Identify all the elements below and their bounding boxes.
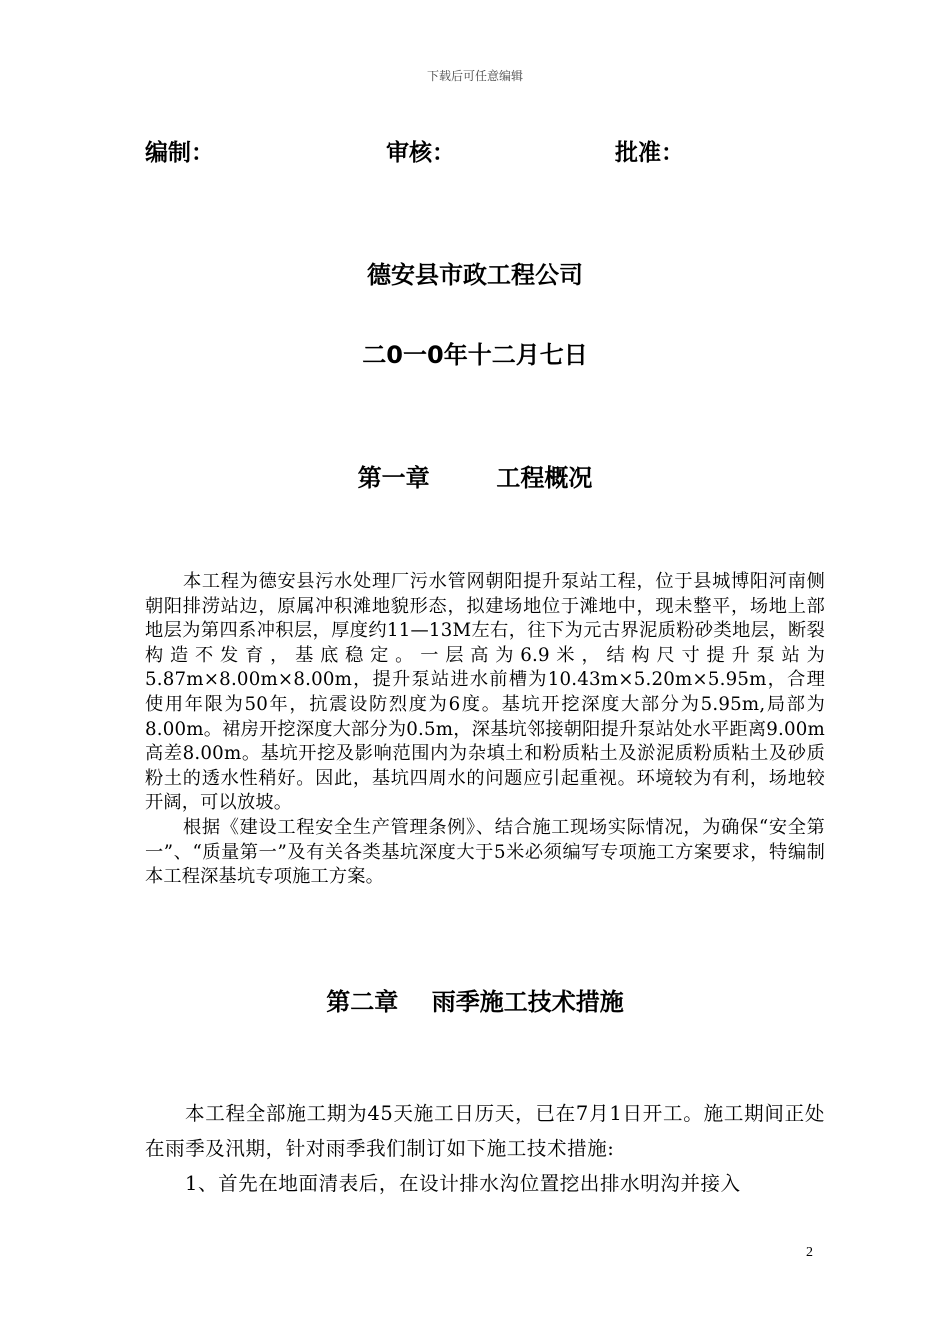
paragraph: 根据《建设工程安全生产管理条例》、结合施工现场实际情况，为确保“安全第一”、“质量第一”及有关各类基坑深度大于5米必须编写专项施工方案要求，特编制本工程深基坑专项施工方案。 — [145, 816, 825, 888]
chapter-2-body — [145, 1096, 825, 1201]
header-note: 下载后可任意编辑 — [426, 69, 523, 83]
paragraph: 本工程全部施工期为45天施工日历天，已在7月1日开工。施工期间正处在雨季及汛期，针对雨季我们制订如下施工技术措施: — [145, 1102, 825, 1160]
document-date: 二0一0年十二月七日 — [362, 341, 588, 369]
paragraph: 本工程为德安县污水处理厂污水管网朝阳提升泵站工程，位于县城博阳河南侧朝阳排涝站边，原属冲积滩地貌形态，拟建场地位于滩地中，现未整平，场地上部地层为第四系冲积层，厚度约11—13M左右，往下为元古界泥质粉砂类地层，断裂构造不发育，基底稳定。一层高为6.9米，结构尺寸提升泵站为5.87m×8.00m×8.00m，提升泵站进水前槽为10.43m×5.20m×5.95m，合理使用年限为50年，抗震设防烈度为6度。基坑开挖深度大部分为5.95m,局部为8.00m。裙房开挖深度大部分为0.5m，深基坑邻接朝阳提升泵站处水平距离9.00m高差8.00m。基坑开挖及影响范围内为杂填土和粉质粘土及淤泥质粉质粘土及砂质粉土的透水性稍好。因此，基坑四周水的问题应引起重视。环境较为有利，场地较开阔，可以放坡。 — [145, 571, 825, 814]
chapter-2-title: 第二章 雨季施工技术措施 — [326, 988, 624, 1016]
company-name: 德安县市政工程公司 — [367, 261, 583, 289]
reviewed-by-label: 审核： — [386, 140, 455, 166]
signature-row — [145, 134, 765, 168]
compiled-by-label: 编制： — [145, 140, 214, 166]
approved-by-label: 批准： — [615, 140, 684, 166]
paragraph: 1、首先在地面清表后，在设计排水沟位置挖出排水明沟并接入 — [185, 1172, 741, 1195]
chapter-1-body — [145, 570, 825, 890]
chapter-1-title: 第一章 工程概况 — [357, 464, 593, 492]
page-number: 2 — [806, 1245, 813, 1260]
